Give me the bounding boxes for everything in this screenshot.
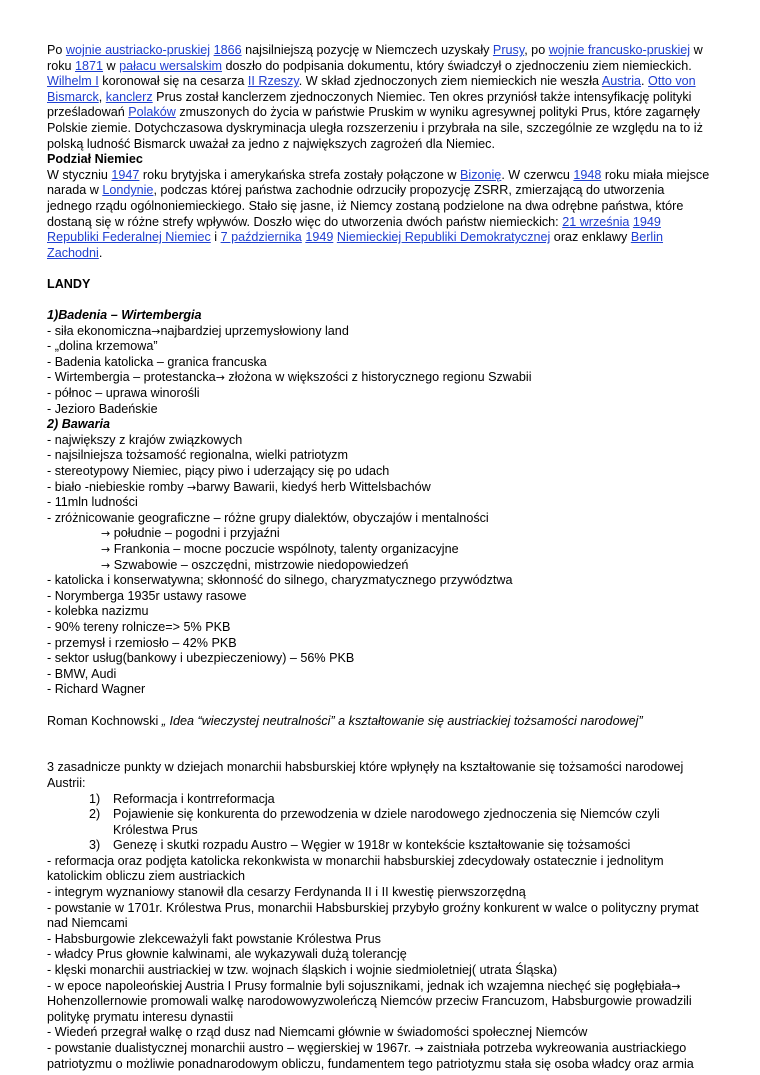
text: w roku [47, 43, 703, 73]
link-polacy[interactable]: Polaków [128, 105, 176, 120]
link-1948[interactable]: 1948 [573, 167, 602, 182]
arrow-right-icon: → [187, 480, 197, 494]
numbered-list [47, 792, 710, 854]
text: - biało -niebieskie romby [47, 479, 187, 494]
list-item: - Jezioro Badeńskie [47, 401, 158, 416]
habsburg-intro: 3 zasadnicze punkty w dziejach monarchii habsburskiej które wpłynęły na kształtowanie się tożsamości narodowej Austrii: [47, 760, 684, 790]
link-wilhelm-i[interactable]: Wilhelm I [47, 74, 99, 89]
link-1949-b[interactable]: 1949 [305, 230, 334, 245]
section-heading-landy: LANDY [47, 276, 91, 291]
list-item: - Richard Wagner [47, 682, 146, 697]
numbered-item [87, 792, 710, 808]
link-londyn[interactable]: Londynie [102, 183, 154, 198]
list-item: - najsilniejsza tożsamość regionalna, wielki patriotyzm [47, 448, 348, 463]
list-item: - Badenia katolicka – granica francuska [47, 354, 267, 369]
text: najsilniejszą pozycję w Niemczech uzyskały [241, 43, 493, 57]
arrow-right-icon: → [101, 527, 111, 541]
list-item: - powstanie w 1701r. Królestwa Prus, monarchii Habsburskiej przybyło groźny konkurent w walce o polityczny prymat nad Niemcami [47, 900, 699, 931]
list-item [47, 1041, 710, 1072]
item-number: 3) [89, 838, 101, 853]
link-1949-a[interactable]: 1949 [632, 214, 661, 229]
text: W styczniu [47, 167, 112, 182]
arrow-right-icon: → [151, 324, 161, 338]
numbered-item [87, 838, 710, 854]
list-item-indented [47, 526, 710, 542]
text: - powstanie dualistycznej monarchii austro – węgierskiej w 1967r. [47, 1041, 415, 1055]
section-heading-podzial: Podział Niemiec [47, 152, 143, 167]
list-item: - reformacja oraz podjęta katolicka rekonkwista w monarchii habsburskiej zdecydowały ostatecznie i jednolitym katolickim obliczu ziem austriackich [47, 853, 664, 884]
link-nrd[interactable]: Niemieckiej Republiki Demokratycznej [336, 230, 551, 245]
text: najbardziej uprzemysłowiony land [160, 323, 349, 338]
text: roku miała miejsce narada w [47, 167, 710, 198]
text: południe – pogodni i przyjaźni [110, 526, 280, 541]
list-item: - 11mln ludności [47, 495, 138, 510]
link-otto-von-bismarck[interactable]: Otto von Bismarck [47, 74, 696, 104]
text: , podczas której państwa zachodnie odrzuciły propozycję ZSRR, zmierzającą do utworzenia jednego rządu ogólnoniemieckiego. Stało się jasne, iż Niemcy zostaną podzielone na dwa odrębne państwa, które dostaną się w różne strefy wpływów. Doszło więc do utworzenia dwóch państw niemieckich: [47, 183, 684, 229]
list-item: - katolicka i konserwatywna; skłonność do silnego, charyzmatycznego przywództwa [47, 573, 513, 588]
spacer [47, 293, 710, 309]
text: zmuszonych do życia w państwie Pruskim w wyniku agresywnej polityki Prus, które zagarnęły Polskie ziemie. Dotychczasowa dyskryminacja uległa rozszerzeniu i przybrała na sile, szczególnie ze względu na to iż polską ludność Bismarck uważał za jedno z największych zagrożeń dla Niemiec. [47, 105, 703, 151]
text: i [210, 230, 221, 245]
link-bizonia[interactable]: Bizonię [460, 167, 502, 182]
item-number: 2) [89, 807, 101, 822]
text: Po [47, 43, 66, 57]
text: - Wirtembergia – protestancka [47, 370, 216, 385]
podzial-paragraph [47, 168, 710, 262]
text: Frankonia – mocne poczucie wspólnoty, talenty organizacyjne [110, 542, 459, 556]
article-citation [47, 714, 710, 730]
text: , [98, 89, 106, 104]
list-item: - kolebka nazizmu [47, 604, 149, 619]
arrow-right-icon: → [671, 979, 681, 993]
arrow-right-icon: → [101, 558, 111, 572]
item-text: Reformacja i kontrreformacja [113, 791, 275, 806]
intro-paragraph [47, 43, 710, 152]
text: roku brytyjska i amerykańska strefa zostały połączone w [139, 167, 460, 182]
text: . [98, 245, 103, 260]
list-item [47, 480, 710, 496]
text: zaistniała potrzeba wykreowania austriackiego patriotyzmu o możliwie ponadnarodowym obliczu, fundamentem tego patriotyzmu stała się osoba władcy oraz armia [47, 1041, 694, 1071]
text: koronował się na cesarza [98, 74, 248, 89]
link-palac-wersalski[interactable]: pałacu wersalskim [119, 58, 223, 73]
text: Prus został kanclerzem zjednoczonych Niemiec. Ten okres przyniósł także intensyfikację polityki prześladowań [47, 89, 692, 120]
list-item-indented [47, 558, 710, 574]
text: barwy Bawarii, kiedyś herb Wittelsbachów [196, 479, 431, 494]
list-item: - stereotypowy Niemiec, piący piwo i uderzający się po udach [47, 464, 390, 479]
spacer [47, 729, 710, 745]
link-prusy[interactable]: Prusy [492, 43, 525, 57]
list-item: - Norymberga 1935r ustawy rasowe [47, 588, 247, 603]
list-item: - Habsburgowie zlekceważyli fakt powstanie Królestwa Prus [47, 931, 381, 946]
numbered-item [87, 807, 710, 838]
subheading-badenia: 1)Badenia – Wirtembergia [47, 308, 202, 323]
list-item: - integrym wyznaniowy stanowił dla cesarzy Ferdynanda II i II kwestię pierwszorzędną [47, 885, 526, 900]
link-1871[interactable]: 1871 [75, 58, 104, 73]
list-item: - klęski monarchii austriackiej w tzw. wojnach śląskich i wojnie siedmioletniej( utrata Śląska) [47, 963, 558, 978]
arrow-right-icon: → [101, 543, 111, 556]
list-item [47, 979, 710, 1026]
link-ii-rzesza[interactable]: II Rzeszy [247, 74, 299, 89]
arrow-right-icon: → [414, 1042, 424, 1055]
text: . W skład zjednoczonych ziem niemieckich nie weszła [298, 74, 602, 89]
list-item: - zróżnicowanie geograficzne – różne grupy dialektów, obyczajów i mentalności [47, 510, 489, 525]
link-1947[interactable]: 1947 [111, 167, 140, 182]
link-wojna-austriacko-pruska[interactable]: wojnie austriacko-pruskiej [65, 43, 211, 57]
text: oraz enklawy [550, 230, 631, 245]
item-number: 1) [89, 791, 101, 806]
spacer [47, 698, 710, 714]
list-item: - „dolina krzemowa” [47, 339, 158, 354]
list-item-indented [47, 542, 710, 558]
arrow-right-icon: → [215, 371, 225, 385]
text: Hohenzollernowie promowali walkę narodowowyzwoleńczą Niemców przeciw Francuzom, Habsburgowie prowadzili politykę prymatu interesu dynastii [47, 994, 692, 1024]
link-kanclerz[interactable]: kanclerz [105, 89, 153, 104]
list-item: - sektor usług(bankowy i ubezpieczeniowy) – 56% PKB [47, 651, 355, 666]
list-item [47, 324, 710, 340]
list-item: - największy z krajów związkowych [47, 432, 243, 447]
text: - w epoce napoleońskiej Austria I Prusy formalnie byli sojusznikami, jednak ich wzajemna niechęć się pogłębiała [47, 978, 672, 993]
item-text: Pojawienie się konkurenta do przewodzenia w dziele narodowego zjednoczenia się Niemców czyli Królestwa Prus [113, 807, 660, 837]
list-item: - Wiedeń przegrał walkę o rząd dusz nad Niemcami głównie w świadomości społecznej Niemców [47, 1025, 588, 1040]
link-1866[interactable]: 1866 [213, 43, 242, 57]
list-item: - władcy Prus głownie kalwinami, ale wykazywali dużą tolerancję [47, 947, 407, 962]
text: złożona w większości z historycznego regionu Szwabii [224, 370, 532, 385]
text: - siła ekonomiczna [47, 323, 152, 338]
link-austria[interactable]: Austria [601, 74, 642, 89]
text: w [103, 58, 120, 73]
subheading-bawaria: 2) Bawaria [47, 417, 110, 432]
text: . W czerwcu [501, 167, 574, 182]
link-21-wrzesnia[interactable]: 21 września [562, 214, 630, 229]
list-item: - 90% tereny rolnicze=> 5% PKB [47, 619, 231, 634]
item-text: Genezę i skutki rozpadu Austro – Węgier w 1918r w kontekście kształtowanie się tożsamości [113, 838, 631, 853]
text: doszło do podpisania dokumentu, który świadczył o zjednoczeniu ziem niemieckich. [222, 58, 692, 73]
list-item: - BMW, Audi [47, 666, 117, 681]
list-item: - północ – uprawa winorośli [47, 386, 200, 401]
link-berlin-zachodni[interactable]: Berlin Zachodni [47, 230, 664, 260]
spacer [47, 261, 710, 277]
spacer [47, 745, 710, 761]
text: Szwabowie – oszczędni, mistrzowie niedopowiedzeń [110, 557, 409, 572]
list-item [47, 370, 710, 386]
link-rfn[interactable]: Republiki Federalnej Niemiec [47, 230, 211, 245]
text: , po [524, 43, 549, 57]
link-7-pazdziernika[interactable]: 7 października [220, 230, 302, 245]
citation-title: „ Idea “wieczystej neutralności” a kształtowanie się austriackiej tożsamości narodowej” [161, 713, 643, 728]
list-item: - przemysł i rzemiosło – 42% PKB [47, 635, 237, 650]
text: . [641, 74, 649, 89]
citation-author: Roman Kochnowski [47, 713, 162, 728]
link-wojna-francusko-pruska[interactable]: wojnie francusko-pruskiej [548, 43, 691, 57]
